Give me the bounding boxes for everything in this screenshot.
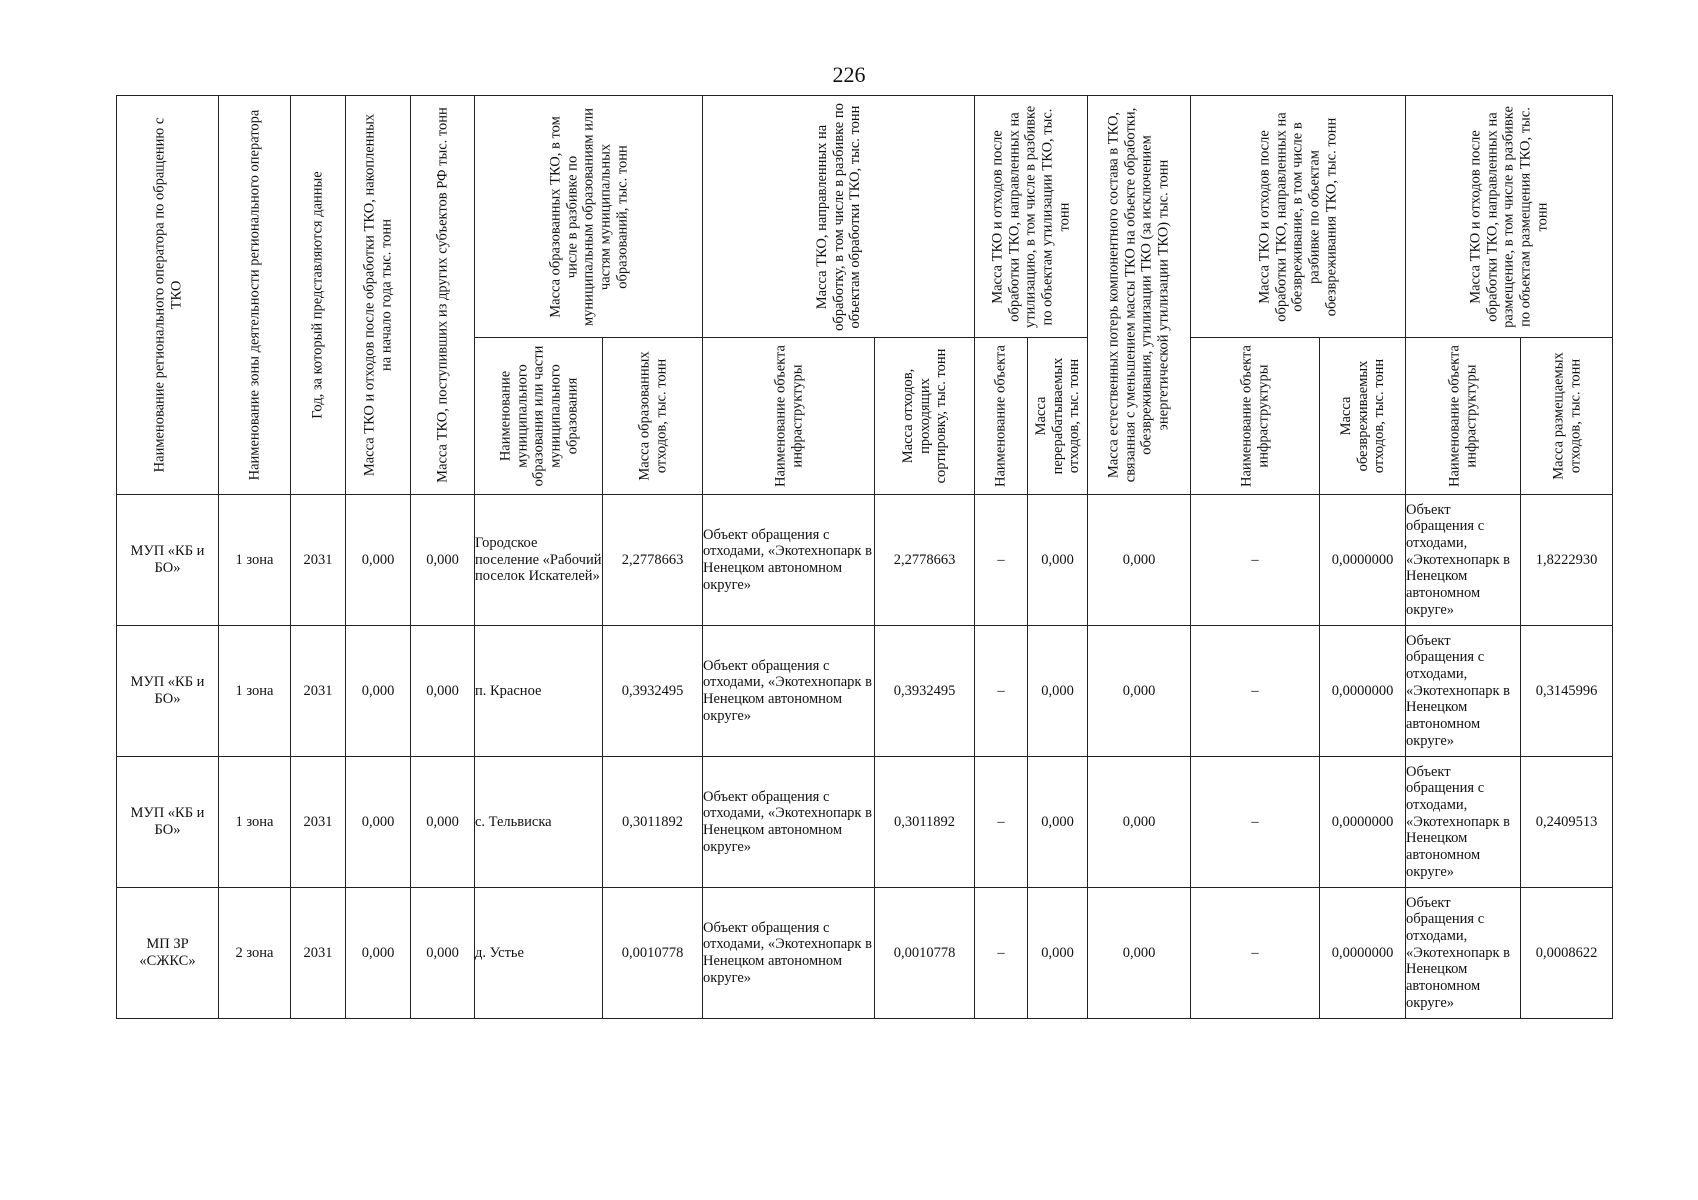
header-processing-group: Масса ТКО, направленных на обработку, в том числе в разбивке по объектам обработки ТКО, тыс. тонн (703, 96, 975, 338)
cell-generated-mass: 0,3932495 (603, 626, 703, 757)
cell-placement-object: Объект обращения с отходами, «Экотехнопарк в Ненецком автономном округе» (1406, 757, 1521, 888)
cell-municipality: с. Тельвиска (475, 757, 603, 888)
cell-utilization-object: – (975, 495, 1028, 626)
cell-processing-mass: 0,0010778 (875, 888, 975, 1019)
cell-zone: 1 зона (219, 626, 291, 757)
cell-processing-object: Объект обращения с отходами, «Экотехнопарк в Ненецком автономном округе» (703, 757, 875, 888)
cell-operator: МУП «КБ и БО» (117, 757, 219, 888)
table-row (117, 495, 1613, 626)
cell-placement-mass: 0,0008622 (1521, 888, 1613, 1019)
cell-municipality: п. Красное (475, 626, 603, 757)
header-placement-group: Масса ТКО и отходов после обработки ТКО, направленных на размещение, в том числе в разбивке по объектам размещения ТКО, тыс. тонн (1406, 96, 1613, 338)
header-generated-mass: Масса образованных отходов, тыс. тонн (603, 338, 703, 495)
header-operator: Наименование регионального оператора по обращению с ТКО (117, 96, 219, 495)
cell-neutralization-object: – (1191, 888, 1320, 1019)
cell-utilization-object: – (975, 757, 1028, 888)
header-processing-mass: Масса отходов, проходящих сортировку, тыс. тонн (875, 338, 975, 495)
header-utilization-group: Масса ТКО и отходов после обработки ТКО, направленных на утилизацию, в том числе в разбивке по объектам утилизации ТКО, тыс. тонн (975, 96, 1088, 338)
cell-processing-object: Объект обращения с отходами, «Экотехнопарк в Ненецком автономном округе» (703, 888, 875, 1019)
cell-placement-object: Объект обращения с отходами, «Экотехнопарк в Ненецком автономном округе» (1406, 888, 1521, 1019)
cell-year: 2031 (291, 495, 346, 626)
cell-neutralization-mass: 0,0000000 (1320, 888, 1406, 1019)
cell-from-other-regions: 0,000 (411, 626, 475, 757)
cell-utilization-mass: 0,000 (1028, 888, 1088, 1019)
cell-natural-losses: 0,000 (1088, 888, 1191, 1019)
cell-zone: 2 зона (219, 888, 291, 1019)
header-neutralization-group: Масса ТКО и отходов после обработки ТКО, направленных на обезвреживание, в том числе в разбивке по объектам обезвреживания ТКО, тыс. тонн (1191, 96, 1406, 338)
cell-utilization-mass: 0,000 (1028, 757, 1088, 888)
cell-generated-mass: 2,2778663 (603, 495, 703, 626)
cell-accumulated: 0,000 (346, 626, 411, 757)
table-header (117, 96, 1613, 495)
cell-utilization-object: – (975, 888, 1028, 1019)
cell-municipality: Городское поселение «Рабочий поселок Искателей» (475, 495, 603, 626)
cell-processing-mass: 0,3011892 (875, 757, 975, 888)
cell-zone: 1 зона (219, 495, 291, 626)
header-generated-name: Наименование муниципального образования или части муниципального образования (475, 338, 603, 495)
page-number: 226 (832, 62, 866, 87)
cell-utilization-mass: 0,000 (1028, 626, 1088, 757)
cell-year: 2031 (291, 626, 346, 757)
cell-accumulated: 0,000 (346, 757, 411, 888)
cell-generated-mass: 0,3011892 (603, 757, 703, 888)
header-utilization-mass: Масса перерабатываемых отходов, тыс. тонн (1028, 338, 1088, 495)
header-utilization-name: Наименование объекта (975, 338, 1028, 495)
cell-placement-object: Объект обращения с отходами, «Экотехнопарк в Ненецком автономном округе» (1406, 495, 1521, 626)
cell-placement-mass: 0,2409513 (1521, 757, 1613, 888)
cell-from-other-regions: 0,000 (411, 495, 475, 626)
cell-utilization-mass: 0,000 (1028, 495, 1088, 626)
cell-year: 2031 (291, 888, 346, 1019)
cell-from-other-regions: 0,000 (411, 757, 475, 888)
cell-generated-mass: 0,0010778 (603, 888, 703, 1019)
cell-processing-object: Объект обращения с отходами, «Экотехнопарк в Ненецком автономном округе» (703, 626, 875, 757)
cell-operator: МУП «КБ и БО» (117, 626, 219, 757)
cell-placement-object: Объект обращения с отходами, «Экотехнопарк в Ненецком автономном округе» (1406, 626, 1521, 757)
cell-placement-mass: 0,3145996 (1521, 626, 1613, 757)
header-placement-name: Наименование объекта инфраструктуры (1406, 338, 1521, 495)
cell-neutralization-mass: 0,0000000 (1320, 495, 1406, 626)
cell-neutralization-object: – (1191, 495, 1320, 626)
cell-processing-mass: 2,2778663 (875, 495, 975, 626)
header-from-other-regions: Масса ТКО, поступивших из других субъектов РФ тыс. тонн (411, 96, 475, 495)
cell-neutralization-object: – (1191, 757, 1320, 888)
header-zone: Наименование зоны деятельности регионального оператора (219, 96, 291, 495)
cell-accumulated: 0,000 (346, 495, 411, 626)
cell-natural-losses: 0,000 (1088, 495, 1191, 626)
table-row (117, 626, 1613, 757)
header-neutralization-name: Наименование объекта инфраструктуры (1191, 338, 1320, 495)
cell-accumulated: 0,000 (346, 888, 411, 1019)
cell-operator: МУП «КБ и БО» (117, 495, 219, 626)
header-processing-name: Наименование объекта инфраструктуры (703, 338, 875, 495)
cell-from-other-regions: 0,000 (411, 888, 475, 1019)
header-year: Год, за который представляются данные (291, 96, 346, 495)
header-placement-mass: Масса размещаемых отходов, тыс. тонн (1521, 338, 1613, 495)
header-neutralization-mass: Масса обезвреживаемых отходов, тыс. тонн (1320, 338, 1406, 495)
cell-zone: 1 зона (219, 757, 291, 888)
table-row (117, 757, 1613, 888)
header-natural-losses: Масса естественных потерь компонентного состава в ТКО, связанная с уменьшением массы ТКО на объекте обработки, обезвреживания, утилизации ТКО (за исключением энергетической утилизации ТКО) тыс. тонн (1088, 96, 1191, 495)
cell-utilization-object: – (975, 626, 1028, 757)
cell-processing-mass: 0,3932495 (875, 626, 975, 757)
cell-natural-losses: 0,000 (1088, 757, 1191, 888)
table-body (117, 495, 1613, 1019)
cell-year: 2031 (291, 757, 346, 888)
cell-neutralization-mass: 0,0000000 (1320, 757, 1406, 888)
cell-natural-losses: 0,000 (1088, 626, 1191, 757)
header-generated-group: Масса образованных ТКО, в том числе в разбивке по муниципальным образованиям или частям муниципальных образований, тыс. тонн (475, 96, 703, 338)
cell-operator: МП ЗР «СЖКС» (117, 888, 219, 1019)
waste-data-table (116, 95, 1613, 1019)
cell-neutralization-mass: 0,0000000 (1320, 626, 1406, 757)
cell-neutralization-object: – (1191, 626, 1320, 757)
cell-placement-mass: 1,8222930 (1521, 495, 1613, 626)
table-row (117, 888, 1613, 1019)
header-accumulated: Масса ТКО и отходов после обработки ТКО, накопленных на начало года тыс. тонн (346, 96, 411, 495)
cell-municipality: д. Устье (475, 888, 603, 1019)
cell-processing-object: Объект обращения с отходами, «Экотехнопарк в Ненецком автономном округе» (703, 495, 875, 626)
